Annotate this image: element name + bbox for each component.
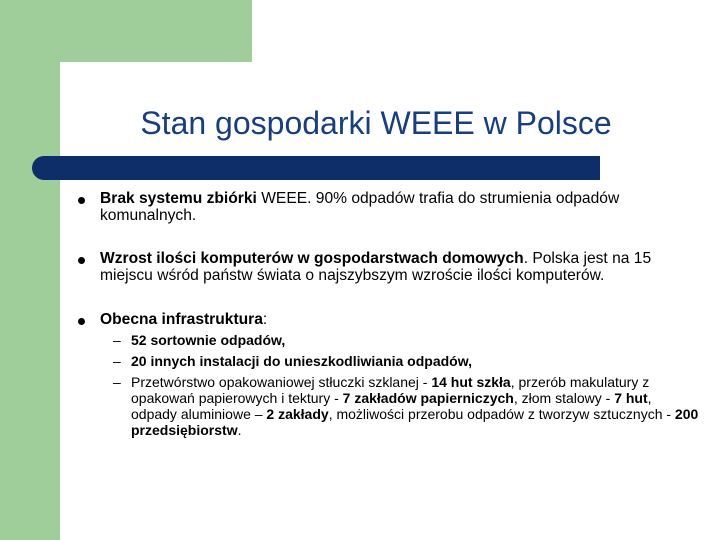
sub-item-text: , odpady aluminiowe – (131, 390, 652, 422)
bullet-bold-text: Brak systemu zbiórki (100, 190, 257, 207)
sub-item-text: , złom stalowy - (513, 390, 615, 406)
bullet-dot-icon (78, 257, 85, 264)
sub-list (100, 332, 700, 438)
sub-item-text: . (237, 422, 242, 438)
sub-item-text: 20 innych instalacji do unieszkodliwiania odpadów, (131, 353, 472, 369)
sub-item-text: Przetwórstwo opakowaniowej stłuczki szklanej - (131, 374, 432, 390)
sub-item (100, 353, 700, 369)
bullet-bold-text: Obecna infrastruktura (100, 311, 263, 328)
bullet-text: . Polska jest na 15 miejscu wśród państw świata o najszybszym wzroście ilości komputerów. (100, 250, 652, 284)
sub-item-text: , możliwości przerobu odpadów z tworzyw sztucznych - (328, 406, 675, 422)
sub-item-text: 52 sortownie odpadów, (131, 332, 286, 348)
dash-marker: – (113, 374, 121, 390)
sub-item-bold: 200 przedsiębiorstw (131, 406, 699, 438)
bullet-dot-icon (78, 197, 85, 204)
bullet-dot-icon (78, 318, 85, 325)
green-top-decoration (0, 0, 252, 62)
slide-title: Stan gospodarki WEEE w Polsce (140, 105, 612, 141)
title-underline-bar (32, 156, 600, 180)
bullet-item (70, 190, 700, 224)
dash-marker: – (113, 353, 121, 369)
sub-item-bold: 7 zakładów papierniczych (342, 390, 514, 406)
sub-item-bold: 14 hut szkła (431, 374, 511, 390)
sub-item-bold: 7 hut (614, 390, 648, 406)
dash-marker: – (113, 332, 121, 348)
bullet-bold-text: Wzrost ilości komputerów w gospodarstwach domowych (100, 250, 524, 267)
sub-item-text: , przerób makulatury z opakowań papierowych i tektury - (131, 374, 650, 406)
bullet-text: : (262, 311, 268, 328)
bullet-text: WEEE. 90% odpadów trafia do strumienia odpadów komunalnych. (100, 190, 620, 224)
bullet-item (70, 311, 700, 438)
bullet-list (70, 190, 700, 443)
sub-item-bold: 2 zakłady (266, 406, 329, 422)
sub-item (100, 332, 700, 348)
green-sidebar-decoration (0, 0, 60, 540)
sub-item (100, 374, 700, 438)
bullet-item (70, 250, 700, 284)
